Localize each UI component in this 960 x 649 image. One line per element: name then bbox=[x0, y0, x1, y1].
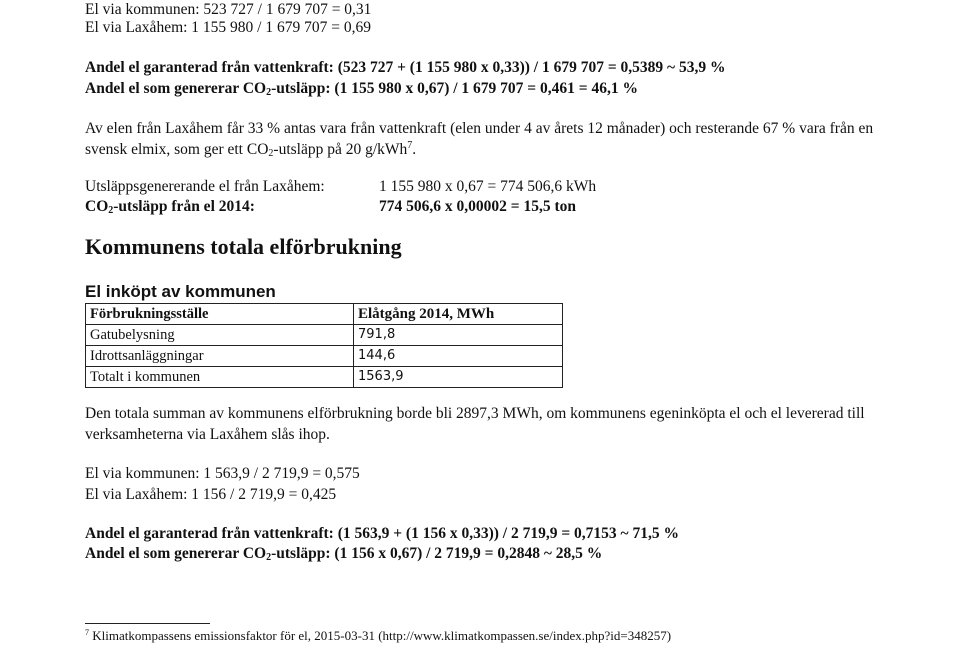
text-bottom-el-via-laxahem: El via Laxåhem: 1 156 / 2 719,9 = 0,425 bbox=[85, 486, 337, 503]
text-bottom-el-via-kommunen: El via kommunen: 1 563,9 / 2 719,9 = 0,575 bbox=[85, 465, 360, 482]
text-guaranteed-hydro: Andel el garanterad från vattenkraft: (523 727 + (1 155 980 x 0,33)) / 1 679 707 = 0,5389 ~ 53,9 % bbox=[85, 59, 726, 76]
table-cell: Totalt i kommunen bbox=[86, 367, 354, 388]
footnote bbox=[85, 627, 671, 645]
table-cell: 791,8 bbox=[354, 325, 563, 346]
text-bottom-co2-share: Andel el som genererar $CO_2$-utsläpp: (1 156 x 0,67) / 2 719,9 = 0,2848 ~ 28,5 % bbox=[85, 545, 603, 563]
consumption-table bbox=[85, 303, 563, 388]
text-el-via-laxahem: El via Laxåhem: 1 155 980 / 1 679 707 = 0,69 bbox=[85, 19, 371, 36]
text-el-via-kommunen: El via kommunen: 523 727 / 1 679 707 = 0,31 bbox=[85, 1, 372, 18]
table-cell: Gatubelysning bbox=[86, 325, 354, 346]
calc-row1-value: 1 155 980 x 0,67 = 774 506,6 kWh bbox=[379, 178, 597, 195]
paragraph-laxahem-line2: svensk elmix, som ger ett $CO_2$-utsläpp på 20 g/kWh$^7$. bbox=[85, 140, 417, 159]
section-title: Kommunens totala elförbrukning bbox=[85, 234, 402, 259]
paragraph-total-line1: Den totala summan av kommunens elförbrukning borde bli 2897,3 MWh, om kommunens egeninköpta el och el levererad till bbox=[85, 405, 865, 422]
table-header-cell: Elåtgång 2014, MWh bbox=[354, 304, 563, 325]
text-bottom-guaranteed-hydro: Andel el garanterad från vattenkraft: (1 563,9 + (1 156 x 0,33)) / 2 719,9 = 0,7153 ~ 71,5 % bbox=[85, 525, 679, 542]
footnote-number: 7 bbox=[85, 628, 89, 637]
table-cell: Idrottsanläggningar bbox=[86, 346, 354, 367]
table-row bbox=[86, 346, 563, 367]
footnote-separator bbox=[85, 623, 210, 624]
subsection-title: El inköpt av kommunen bbox=[85, 282, 276, 301]
text-co2-share: Andel el som genererar $CO_2$-utsläpp: (1 155 980 x 0,67) / 1 679 707 = 0,461 = 46,1 % bbox=[85, 80, 638, 98]
paragraph-total-line2: verksamheterna via Laxåhem slås ihop. bbox=[85, 426, 330, 443]
calc-row1-label: Utsläppsgenererande el från Laxåhem: bbox=[85, 178, 325, 195]
footnote-text: Klimatkompassens emissionsfaktor för el, 2015-03-31 (http://www.klimatkompassen.se/index.php?id=348257) bbox=[89, 628, 672, 643]
table-header-cell: Förbrukningsställe bbox=[86, 304, 354, 325]
table-row bbox=[86, 325, 563, 346]
table-row bbox=[86, 367, 563, 388]
footnote-ref: 7 bbox=[407, 140, 413, 151]
table-cell: 144,6 bbox=[354, 346, 563, 367]
paragraph-laxahem-line1: Av elen från Laxåhem får 33 % antas vara från vattenkraft (elen under 4 av årets 12 månader) och resterande 67 % vara från en bbox=[85, 120, 874, 137]
table-cell: 1563,9 bbox=[354, 367, 563, 388]
calc-row2-label: $CO_2$-utsläpp från el 2014: bbox=[85, 198, 255, 216]
table-header-row bbox=[86, 304, 563, 325]
calc-row2-value: 774 506,6 x 0,00002 = 15,5 ton bbox=[379, 198, 576, 215]
